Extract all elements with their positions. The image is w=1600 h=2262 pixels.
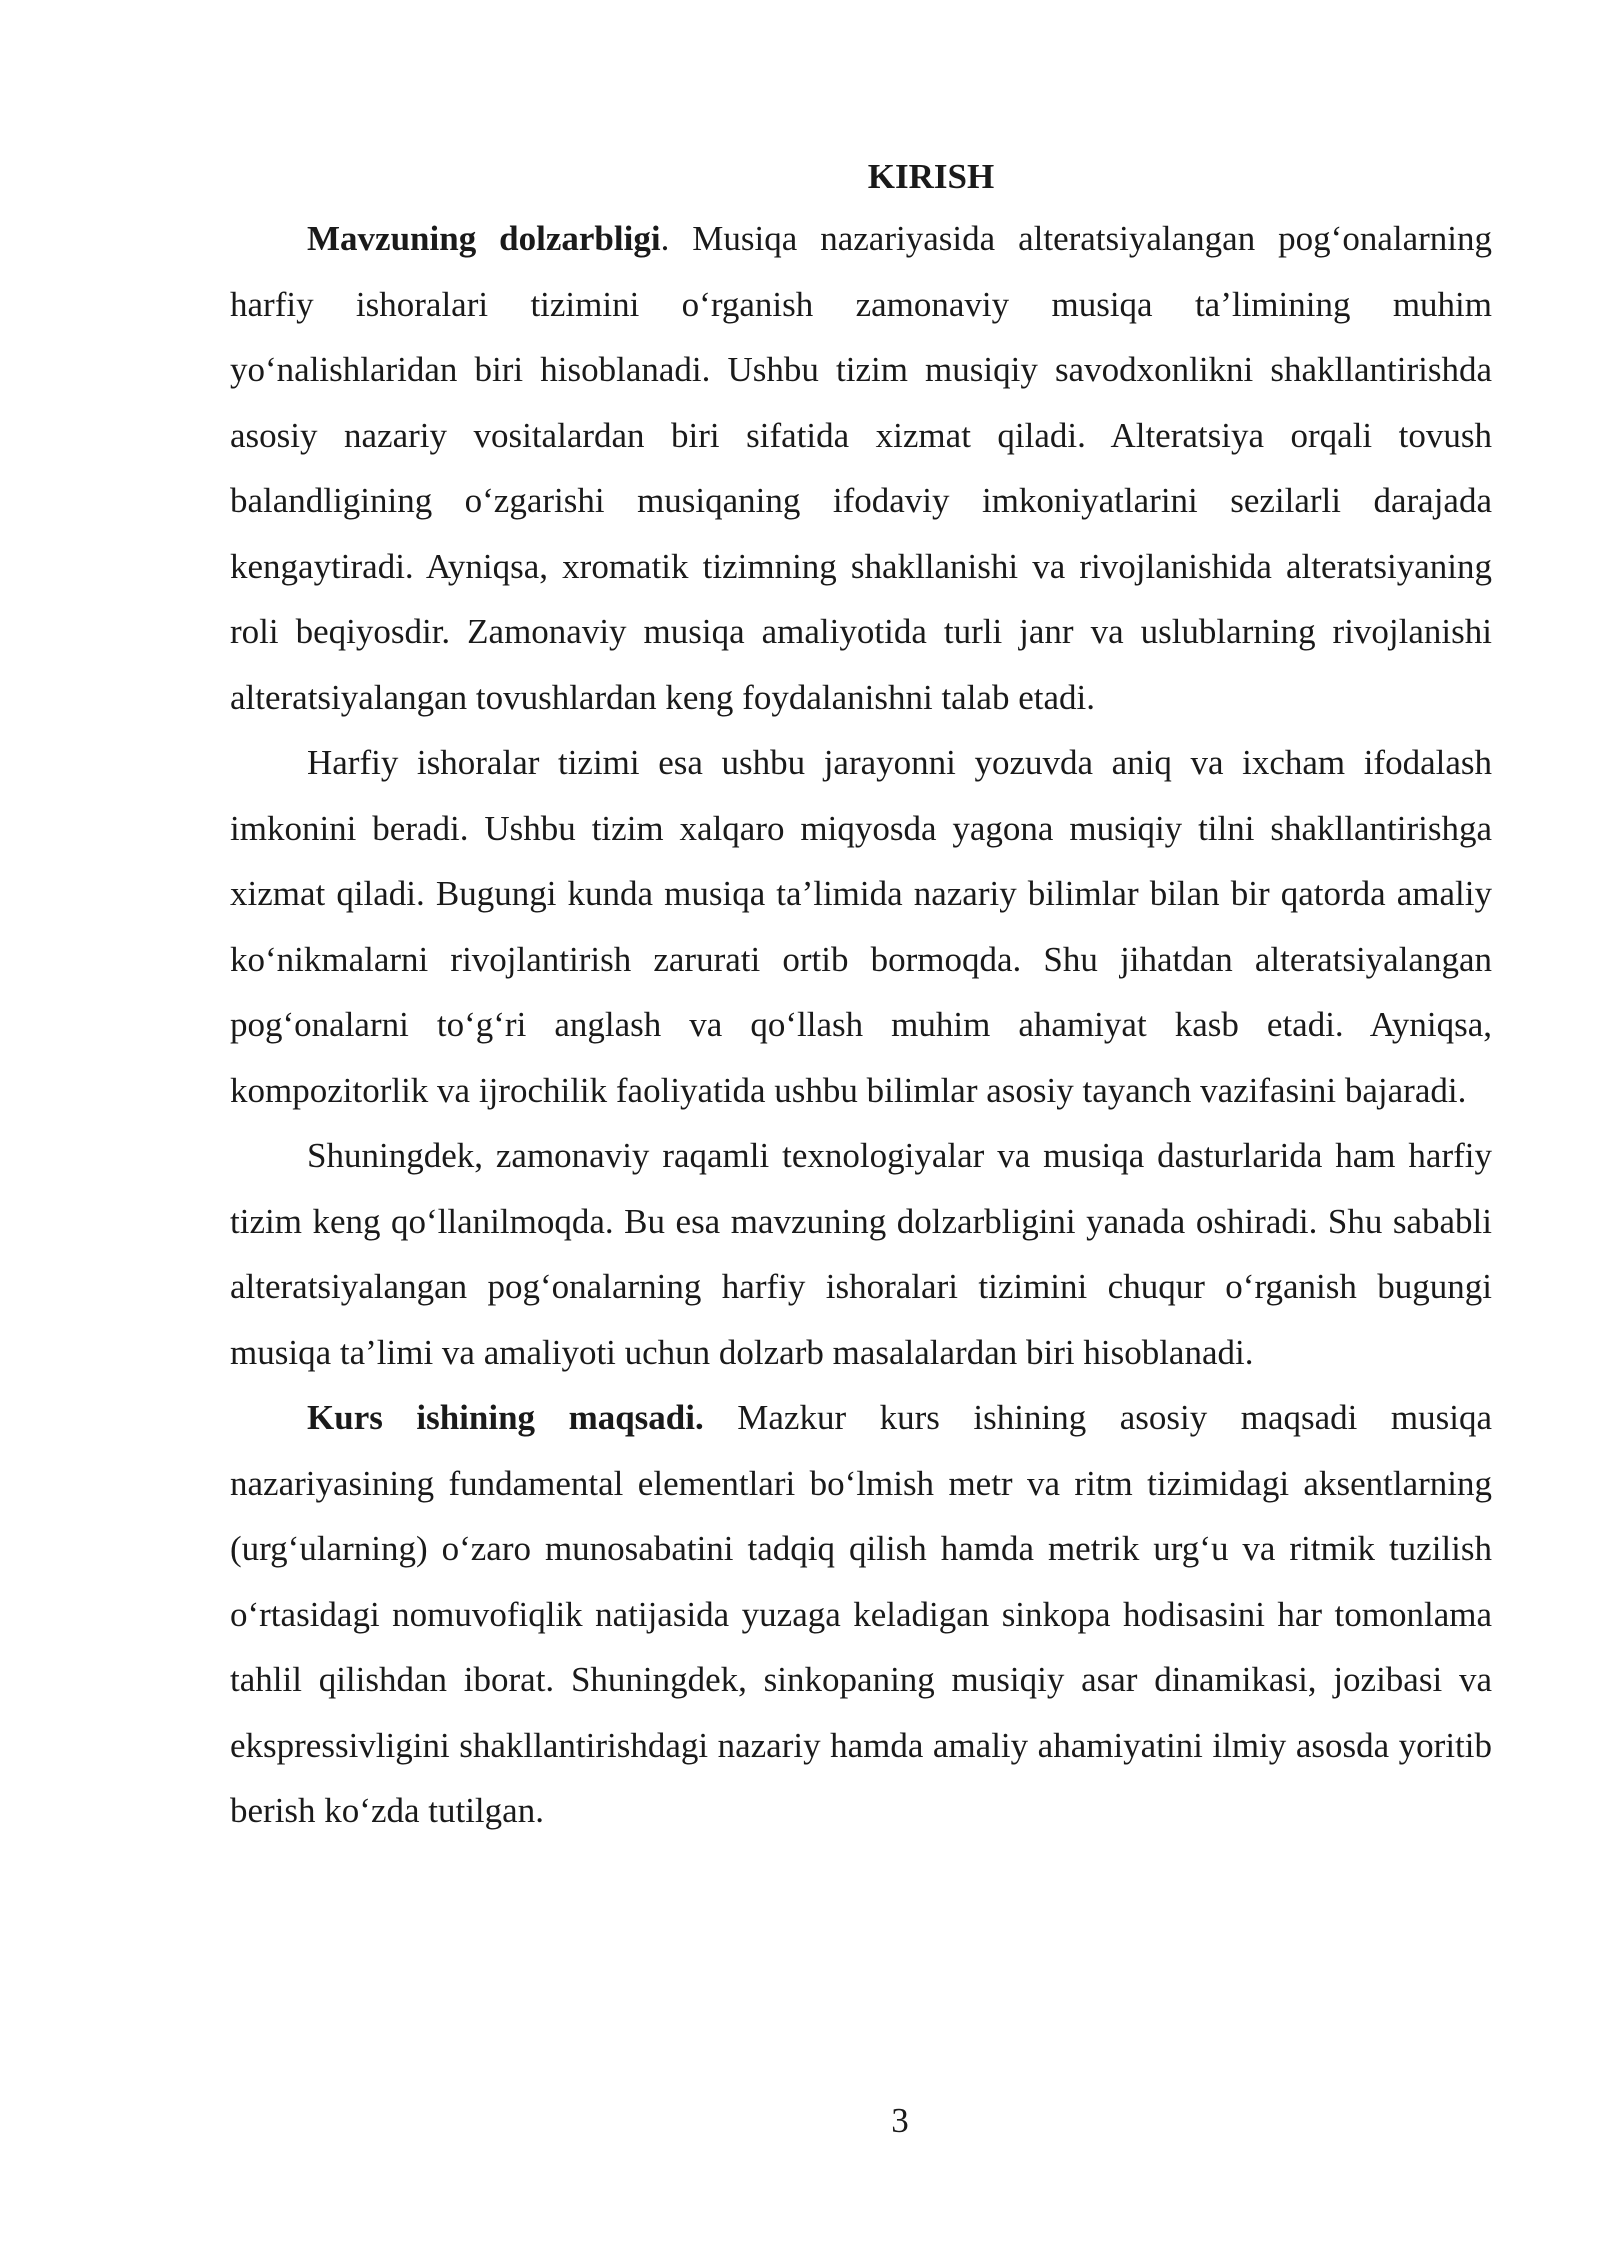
paragraph-digital-technologies <box>230 1123 1492 1385</box>
paragraph-text: Shuningdek, zamonaviy raqamli texnologiyalar va musiqa dasturlarida ham harfiy tizim keng qo‘llanilmoqda. Bu esa mavzuning dolzarbligini yanada oshiradi. Shu sababli alteratsiyalangan pog‘onalarning harfiy ishoralari tizimini chuqur o‘rganish bugungi musiqa ta’limi va amaliyoti uchun dolzarb masalalardan biri hisoblanadi. <box>230 1136 1492 1372</box>
page-title: KIRISH <box>867 157 995 196</box>
paragraph-text: . Musiqa nazariyasida alteratsiyalangan pog‘onalarning harfiy ishoralari tizimini o‘rganish zamonaviy musiqa ta’limining muhim yo‘nalishlaridan biri hisoblanadi. Ushbu tizim musiqiy savodxonlikni shakllantirishda asosiy nazariy vositalardan biri sifatida xizmat qiladi. Alteratsiya orqali tovush balandligining o‘zgarishi musiqaning ifodaviy imkoniyatlarini sezilarli darajada kengaytiradi. Ayniqsa, xromatik tizimning shakllanishi va rivojlanishida alteratsiyaning roli beqiyosdir. Zamonaviy musiqa amaliyotida turli janr va uslublarning rivojlanishi alteratsiyalangan tovushlardan keng foydalanishni talab etadi. <box>230 219 1492 717</box>
paragraph-text: Harfiy ishoralar tizimi esa ushbu jarayonni yozuvda aniq va ixcham ifodalash imkonini beradi. Ushbu tizim xalqaro miqyosda yagona musiqiy tilni shakllantirishga xizmat qiladi. Bugungi kunda musiqa ta’limida nazariy bilimlar bilan bir qatorda amaliy ko‘nikmalarni rivojlantirish zarurati ortib bormoqda. Shu jihatdan alteratsiyalangan pog‘onalarni to‘g‘ri anglash va qo‘llash muhim ahamiyat kasb etadi. Ayniqsa, kompozitorlik va ijrochilik faoliyatida ushbu bilimlar asosiy tayanch vazifasini bajaradi. <box>230 743 1492 1110</box>
paragraph-goal <box>230 1385 1492 1844</box>
paragraph-relevance <box>230 206 1492 730</box>
paragraph-text: Mazkur kurs ishining asosiy maqsadi musiqa nazariyasining fundamental elementlari bo‘lmish metr va ritm tizimidagi aksentlarning (urg‘ularning) o‘zaro munosabatini tadqiq qilish hamda metrik urg‘u va ritmik tuzilish o‘rtasidagi nomuvofiqlik natijasida yuzaga keladigan sinkopa hodisasini har tomonlama tahlil qilishdan iborat. Shuningdek, sinkopaning musiqiy asar dinamikasi, jozibasi va ekspressivligini shakllantirishdagi nazariy hamda amaliy ahamiyatini ilmiy asosda yoritib berish ko‘zda tutilgan. <box>230 1398 1492 1830</box>
page-number: 3 <box>891 2101 909 2140</box>
document-page <box>230 148 1492 1844</box>
paragraph-lead: Kurs ishining maqsadi. <box>307 1398 704 1437</box>
paragraph-letter-system <box>230 730 1492 1123</box>
paragraph-lead: Mavzuning dolzarbligi <box>307 219 661 258</box>
